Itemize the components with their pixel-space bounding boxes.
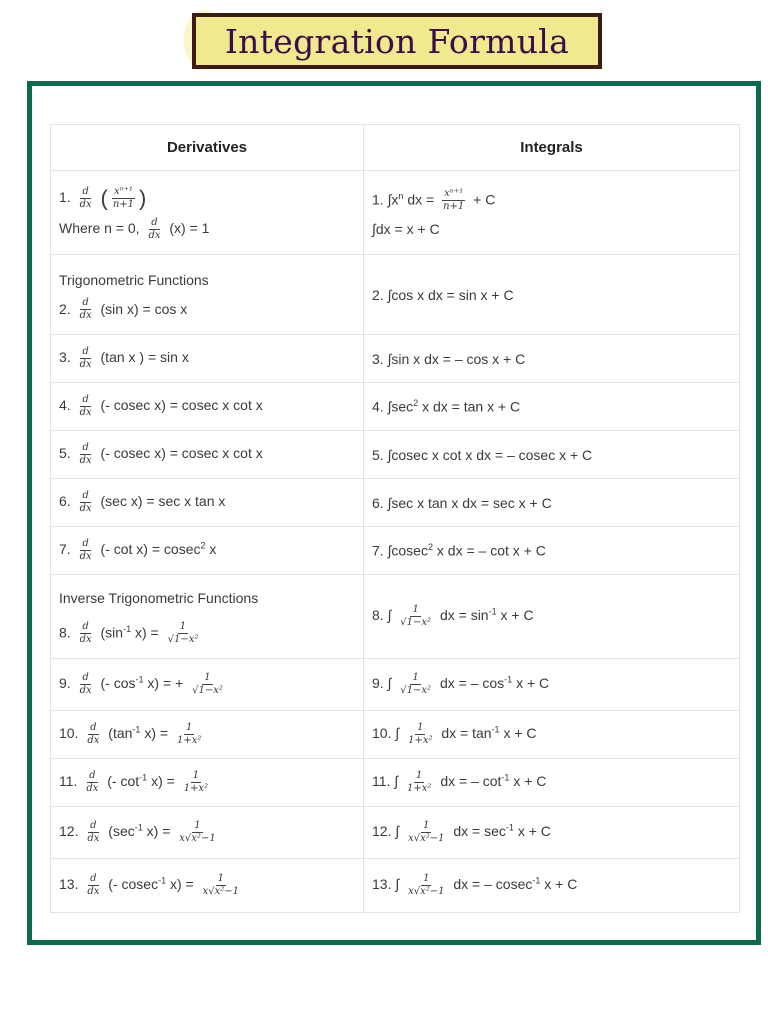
integral-cell: 1. $\int x^n$ dx = $\frac{\text{xⁿ⁺¹}}{n+1}$ + C ∫dx = x + C xyxy=(364,171,740,255)
derivative-cell: 5. $\frac{d}{dx}$ (- cosec x) = cosec x cot x xyxy=(51,431,364,479)
table-row xyxy=(51,711,740,759)
table-row xyxy=(51,335,740,383)
table-row xyxy=(51,575,740,659)
derivative-cell: 1. $\frac{d}{dx}$ ( $\frac{\text{xⁿ⁺¹}}{n+1}$ ) Where n = 0, $\frac{d}{dx}$ (x) = 1 xyxy=(51,171,364,255)
integral-cell: 12. ∫ $\frac{1}{\text{x√x²−1}}$ dx = $\sec^{-1} x + C$ xyxy=(364,807,740,859)
integral-cell: 7. ∫cosec$^2$ x dx = – cot x + C xyxy=(364,527,740,575)
derivative-cell: 4. $\frac{d}{dx}$ (- cosec x) = cosec x cot x xyxy=(51,383,364,431)
integral-cell: 9. ∫ $\frac{1}{\text{√1−x²}}$ dx = – $\cos^{-1} x + C$ xyxy=(364,659,740,711)
header-integrals: Integrals xyxy=(364,125,740,171)
section-label: Inverse Trigonometric Functions xyxy=(59,589,259,606)
derivative-cell: Inverse Trigonometric Functions 8. $\frac{d}{dx}$ ($\sin^{-1}$ x) = $\frac{1}{\text{√1−x²}}$ xyxy=(51,575,364,659)
header-derivatives: Derivatives xyxy=(51,125,364,171)
integral-cell: 6. ∫sec x tan x dx = sec x + C xyxy=(364,479,740,527)
integral-cell: 8. ∫ $\frac{1}{\text{√1−x²}}$ dx = $\sin^{-1} x + C$ xyxy=(364,575,740,659)
derivative-cell: Trigonometric Functions 2. $\frac{d}{dx}$ (sin x) = cos x xyxy=(51,255,364,335)
integral-cell: 4. $\int\sec^2$ x dx = tan x + C xyxy=(364,383,740,431)
integral-cell: 5. ∫cosec x cot x dx = – cosec x + C xyxy=(364,431,740,479)
table-row xyxy=(51,431,740,479)
table-row xyxy=(51,807,740,859)
integral-cell: 10. ∫ $\frac{1}{\text{1+x²}}$ dx = $\tan^{-1} x + C$ xyxy=(364,711,740,759)
table-row xyxy=(51,859,740,913)
formula-table xyxy=(50,124,740,913)
table-row xyxy=(51,171,740,255)
table-row xyxy=(51,527,740,575)
table-row xyxy=(51,659,740,711)
title-banner xyxy=(192,13,602,69)
integral-cell: 11. ∫ $\frac{1}{\text{1+x²}}$ dx = – $\cot^{-1} x + C$ xyxy=(364,759,740,807)
derivative-cell: 12. $\frac{d}{dx}$ ($\sec^{-1}$ x) = $\frac{1}{\text{x√x²−1}}$ xyxy=(51,807,364,859)
table-row xyxy=(51,759,740,807)
derivative-cell: 7. $\frac{d}{dx}$ (- cot x) = cosec$^2$ x xyxy=(51,527,364,575)
derivative-cell: 13. $\frac{d}{dx}$ (- cosec$^{-1}$ x) = $\frac{1}{\text{x√x²−1}}$ xyxy=(51,859,364,913)
derivative-cell: 3. $\frac{d}{dx}$ (tan x ) = sin x xyxy=(51,335,364,383)
derivative-cell: 6. $\frac{d}{dx}$ (sec x) = sec x tan x xyxy=(51,479,364,527)
table-header-row xyxy=(51,125,740,171)
derivative-cell: 10. $\frac{d}{dx}$ ($\tan^{-1}$ x) = $\frac{1}{\text{1+x²}}$ xyxy=(51,711,364,759)
page-title: Integration Formula xyxy=(224,21,570,61)
integral-cell: 2. ∫cos x dx = sin x + C xyxy=(364,255,740,335)
table-row xyxy=(51,479,740,527)
section-label: Trigonometric Functions xyxy=(59,271,209,288)
integral-cell: 3. ∫sin x dx = – cos x + C xyxy=(364,335,740,383)
integral-cell: 13. ∫ $\frac{1}{\text{x√x²−1}}$ dx = – cosec$^{-1}$ x + C xyxy=(364,859,740,913)
table-row xyxy=(51,255,740,335)
derivative-cell: 11. $\frac{d}{dx}$ (- $\cot^{-1} x$) = $\frac{1}{\text{1+x²}}$ xyxy=(51,759,364,807)
table-row xyxy=(51,383,740,431)
derivative-cell: 9. $\frac{d}{dx}$ (- $\cos^{-1} x$) = + $\frac{1}{\text{√1−x²}}$ xyxy=(51,659,364,711)
